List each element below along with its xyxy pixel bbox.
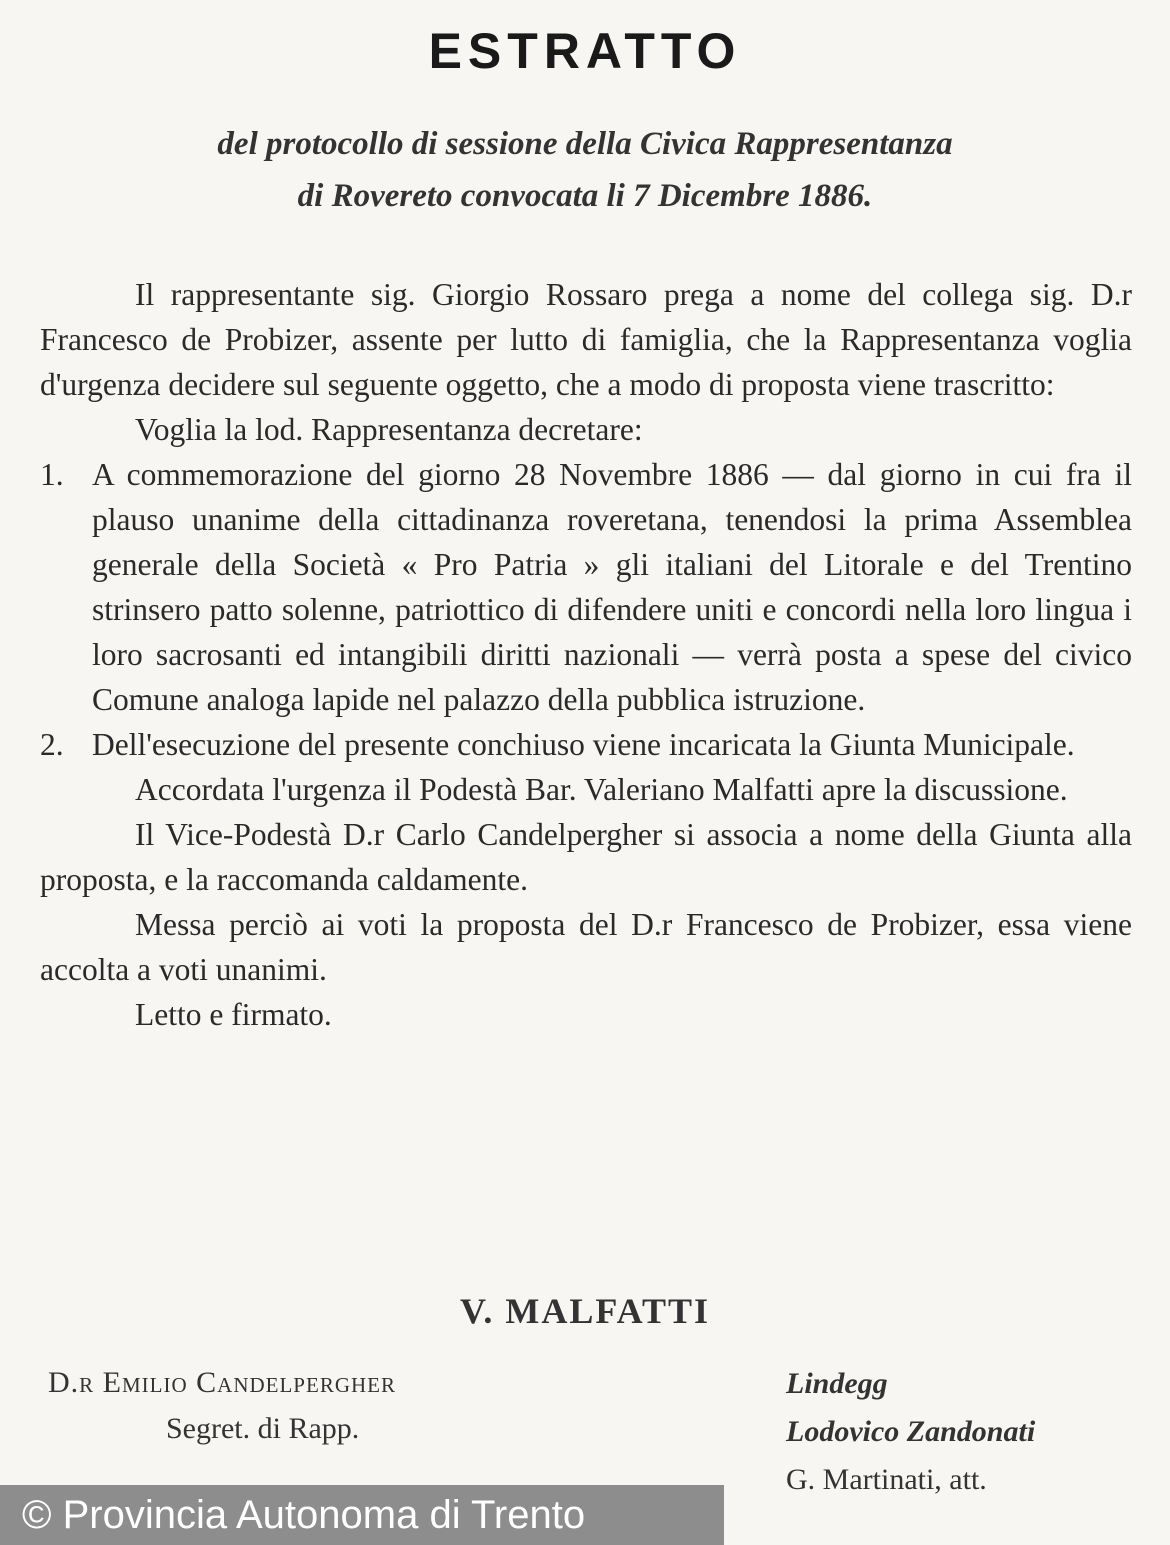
document-title: ESTRATTO [428,23,742,79]
signature-right-line: G. Martinati, att. [786,1463,987,1496]
paragraph: Il rappresentante sig. Giorgio Rossaro prega a nome del collega sig. D.r Francesco de Probizer, assente per lutto di famiglia, che la Rappresentanza voglia d'urgenza decidere sul seguente oggetto, che a modo di proposta viene trascritto: [40,277,1132,402]
signature-right [786,1360,1156,1504]
document-subtitle [60,118,1110,222]
paragraph: Messa perciò ai voti la proposta del D.r Francesco de Probizer, essa viene accolta a voti unanimi. [40,907,1132,987]
paragraph: Voglia la lod. Rappresentanza decretare: [135,412,643,447]
copyright-watermark: © Provincia Autonoma di Trento [0,1485,724,1545]
list-item [40,452,1132,722]
signature-right-line: Lodovico Zandonati [786,1415,1036,1448]
signature-main: V. MALFATTI [459,1291,711,1331]
signature-left [48,1360,568,1452]
document-body [40,272,1132,1037]
signature-left-name: D.r Emilio Candelpergher [48,1366,396,1399]
signature-left-role: Segret. di Rapp. [166,1412,360,1445]
list-item [40,722,1132,767]
signature-right-line: Lindegg [786,1367,888,1400]
list-item-number: 2. [40,727,64,762]
list-item-number: 1. [40,457,64,492]
list-item-text: Dell'esecuzione del presente conchiuso viene incaricata la Giunta Municipale. [92,727,1075,762]
paragraph: Il Vice-Podestà D.r Carlo Candelpergher si associa a nome della Giunta alla proposta, e la raccomanda caldamente. [40,817,1132,897]
list-item-text: A commemorazione del giorno 28 Novembre 1886 — dal giorno in cui fra il plauso unanime della cittadinanza roveretana, tenendosi la prima Assemblea generale della Società « Pro Patria » gli italiani del Litorale e del Trentino strinsero patto solenne, patriottico di difendere uniti e concordi nella loro lingua i loro sacrosanti ed intangibili diritti nazionali — verrà posta a spese del civico Comune analoga lapide nel palazzo della pubblica istruzione. [92,457,1132,717]
subtitle-line: di Rovereto convocata li 7 Dicembre 1886. [297,178,873,214]
subtitle-line: del protocollo di sessione della Civica Rappresentanza [217,126,953,162]
paragraph: Accordata l'urgenza il Podestà Bar. Valeriano Malfatti apre la discussione. [135,772,1068,807]
paragraph: Letto e firmato. [135,997,332,1032]
